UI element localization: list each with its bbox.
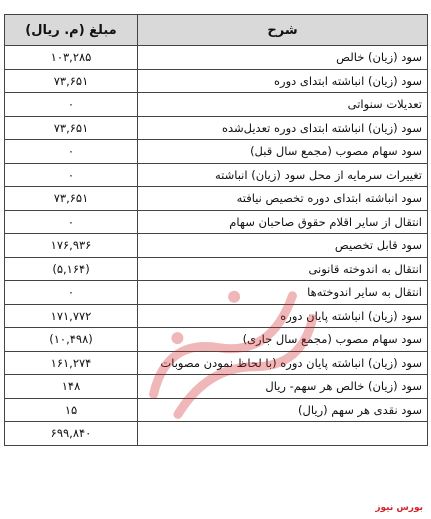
row-description: سود (زیان) انباشته پایان دوره (با لحاظ نمودن مصوبات	[138, 351, 428, 375]
row-description: تعدیلات سنواتی	[138, 93, 428, 117]
table-row	[5, 140, 428, 164]
table-row	[5, 351, 428, 375]
row-amount: ۷۳,۶۵۱	[5, 69, 138, 93]
row-amount: ۱۷۱,۷۷۲	[5, 304, 138, 328]
row-description: انتقال به اندوخته قانونی	[138, 257, 428, 281]
table-row	[5, 328, 428, 352]
brand-label: بورس نیوز	[375, 503, 423, 513]
table-row	[5, 210, 428, 234]
table-row	[5, 187, 428, 211]
row-description: سود قابل تخصیص	[138, 234, 428, 258]
description-header: شرح	[138, 15, 428, 46]
table-row	[5, 234, 428, 258]
table-row	[5, 116, 428, 140]
table-row	[5, 422, 428, 446]
row-description: سود سهام مصوب (مجمع سال جاری)	[138, 328, 428, 352]
row-amount: ۱۵	[5, 398, 138, 422]
row-amount: ۱۷۶,۹۳۶	[5, 234, 138, 258]
row-amount: (۱۰,۴۹۸)	[5, 328, 138, 352]
row-description: سود نقدی هر سهم (ریال)	[138, 398, 428, 422]
row-amount: (۵,۱۶۴)	[5, 257, 138, 281]
row-amount: ۷۳,۶۵۱	[5, 187, 138, 211]
row-amount: ۰	[5, 140, 138, 164]
table-row	[5, 375, 428, 399]
table-header-row	[5, 15, 428, 46]
row-description: سود (زیان) خالص	[138, 46, 428, 70]
profit-distribution-table	[4, 14, 428, 446]
table-row	[5, 281, 428, 305]
row-description: سود (زیان) انباشته ابتدای دوره تعدیل‌شده	[138, 116, 428, 140]
row-amount: ۱۶۱,۲۷۴	[5, 351, 138, 375]
row-amount: ۷۳,۶۵۱	[5, 116, 138, 140]
row-description: سود سهام مصوب (مجمع سال قبل)	[138, 140, 428, 164]
row-amount: ۰	[5, 210, 138, 234]
row-description	[138, 422, 428, 446]
table-row	[5, 46, 428, 70]
row-description: سود انباشته ابتدای دوره تخصیص نیافته	[138, 187, 428, 211]
row-description: سود (زیان) انباشته پایان دوره	[138, 304, 428, 328]
table-row	[5, 398, 428, 422]
row-description: سود (زیان) انباشته ابتدای دوره	[138, 69, 428, 93]
row-amount: ۰	[5, 163, 138, 187]
row-amount: ۱۴۸	[5, 375, 138, 399]
row-amount: ۶۹۹,۸۴۰	[5, 422, 138, 446]
row-description: انتقال از سایر اقلام حقوق صاحبان سهام	[138, 210, 428, 234]
table-row	[5, 304, 428, 328]
table-row	[5, 69, 428, 93]
row-amount: ۰	[5, 281, 138, 305]
table-row	[5, 163, 428, 187]
row-description: تغییرات سرمایه از محل سود (زیان) انباشته	[138, 163, 428, 187]
row-description: سود (زیان) خالص هر سهم- ریال	[138, 375, 428, 399]
row-amount: ۰	[5, 93, 138, 117]
row-description: انتقال به سایر اندوخته‌ها	[138, 281, 428, 305]
amount-header: مبلغ (م. ریال)	[5, 15, 138, 46]
table-row	[5, 257, 428, 281]
table-row	[5, 93, 428, 117]
row-amount: ۱۰۳,۲۸۵	[5, 46, 138, 70]
